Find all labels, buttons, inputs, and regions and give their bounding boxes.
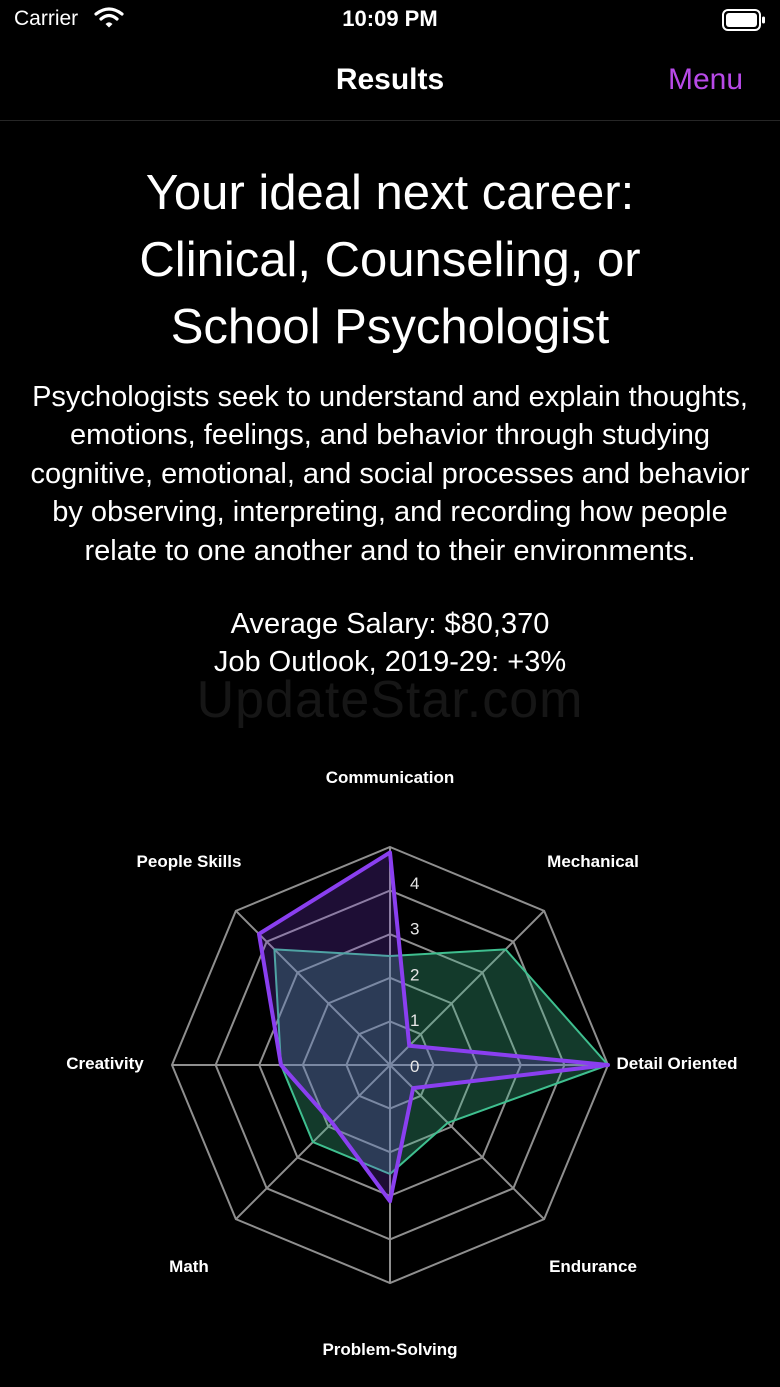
radar-tick-label: 4 (410, 873, 420, 893)
status-bar (0, 0, 780, 40)
radar-category-label: Endurance (549, 1257, 637, 1276)
radar-tick-label: 0 (410, 1057, 420, 1076)
radar-category-label: Creativity (66, 1054, 144, 1073)
radar-category-label: Math (169, 1257, 209, 1276)
career-description: Psychologists seek to understand and explain thoughts, emotions, feelings, and behavior through studying cognitive, emotional, and social processes and behavior by observing, interpreting, and recording how people relate to one another and to their environments. (30, 381, 750, 567)
radar-category-label: Problem-Solving (322, 1340, 458, 1359)
job-outlook: Job Outlook, 2019-29: +3% (213, 646, 567, 678)
headline-line-3: School Psychologist (170, 300, 610, 354)
menu-button[interactable]: Menu (667, 63, 743, 96)
page-title: Results (335, 63, 445, 96)
radar-tick-label: 1 (410, 1011, 420, 1031)
radar-category-label: Detail Oriented (616, 1054, 738, 1073)
clock: 10:09 PM (342, 6, 438, 31)
skills-radar-chart (0, 740, 780, 1380)
career-headline (40, 160, 740, 361)
headline-line-2: Clinical, Counseling, or (139, 233, 641, 287)
radar-category-label: Communication (325, 768, 455, 787)
radar-category-label: Mechanical (547, 852, 639, 871)
average-salary: Average Salary: $80,370 (230, 608, 550, 640)
radar-tick-label: 3 (410, 919, 420, 939)
battery-icon (722, 8, 766, 37)
headline-line-1: Your ideal next career: (145, 166, 635, 220)
radar-category-label: People Skills (136, 852, 242, 871)
watermark: UpdateStar.com (196, 671, 584, 729)
radar-tick-label: 2 (410, 965, 420, 985)
carrier-label: Carrier (14, 7, 79, 30)
navigation-bar (0, 44, 780, 121)
